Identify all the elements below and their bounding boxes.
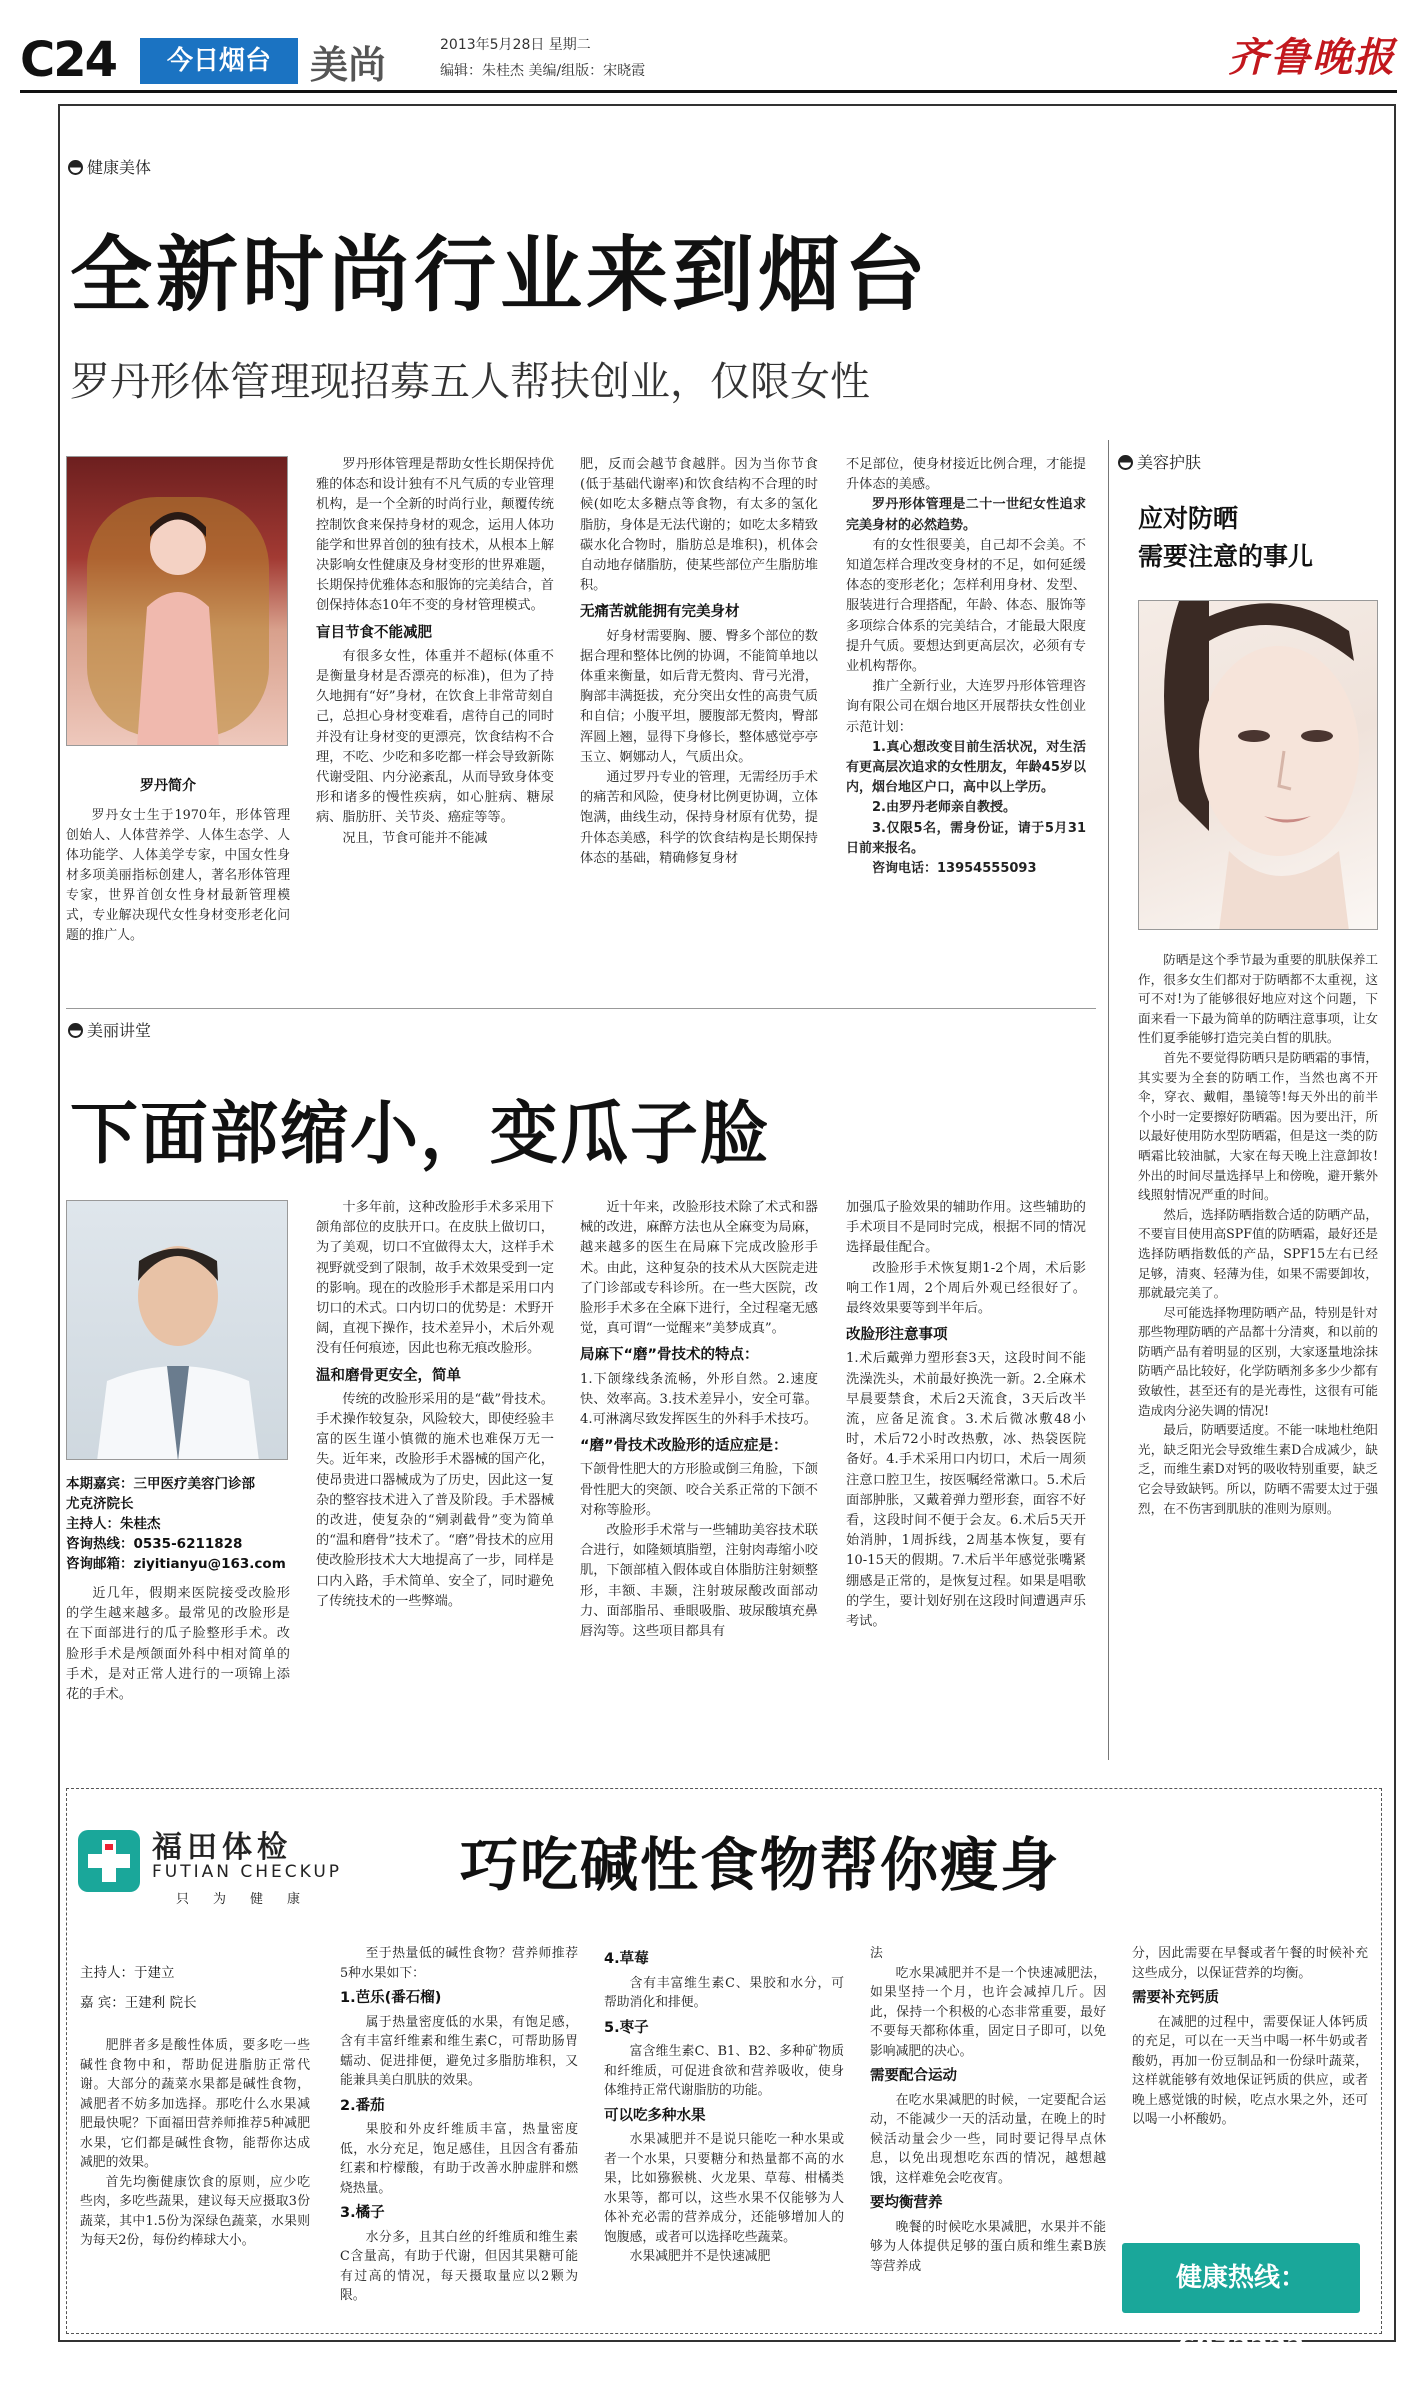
article1-column-2: [580, 455, 818, 995]
logo-en: FUTIAN CHECKUP: [152, 1862, 343, 1882]
highlight-paragraph: 1.真心想改变目前生活状况，对生活有更高层次追求的女性朋友，年龄45岁以内，烟台地区户口，高中以上学历。: [846, 739, 1086, 796]
tag-bullet-icon: [1118, 455, 1133, 470]
article1-subtitle: 罗丹形体管理现招募五人帮扶创业，仅限女性: [70, 359, 870, 405]
photo-director: [66, 1200, 288, 1460]
article3-column-1: [316, 1198, 554, 1758]
subheading: 要均衡营养: [870, 2195, 943, 2211]
subheading: 盲目节食不能减肥: [316, 624, 432, 641]
paragraph: 属于热量密度低的水果，有饱足感，含有丰富纤维素和维生素C，可帮助肠胃蠕动、促进排便，避免过多脂肪堆积，又能兼具美白肌肤的效果。: [340, 2014, 578, 2088]
paragraph: 有的女性很要美，自己却不会美。不知道怎样合理改变身材的不足，如何延缓体态的变形老化；怎样利用身材、发型、服装进行合理搭配，年龄、体态、服饰等多项综合体系的完美结合，才能最大限度提升气质。要想达到更高层次，必须有专业机构帮你。: [846, 537, 1086, 675]
newspaper-logo: 齐鲁晚报: [1228, 34, 1396, 81]
paragraph: 尽可能选择物理防晒产品，特别是针对那些物理防晒的产品都十分清爽，和以前的防晒产品有着明显的区别，大家逐量地涂抹防晒产品比较好，化学防晒剂多多少少都有致敏性，甚至还有的是光毒性，这很有可能造成肉分泌失调的情况!: [1138, 1304, 1378, 1418]
article4-column-2: [340, 1944, 578, 2328]
article3-column-3: [846, 1198, 1086, 1758]
issue-date: 2013年5月28日 星期二: [440, 37, 591, 53]
article4-column-5: [1132, 1944, 1368, 2234]
editor-credits: 编辑：朱桂杰 美编/组版：宋晓霞: [440, 63, 646, 79]
paragraph: 水果减肥并不是快速减肥: [629, 2249, 771, 2264]
subheading: 无痛苦就能拥有完美身材: [580, 604, 740, 621]
health-hotline: 健康热线：6872222: [1122, 2243, 1360, 2313]
article1-column-3: [846, 455, 1086, 995]
paragraph: 通过罗丹专业的管理，无需经历手术的痛苦和风险，使身材比例更协调，立体饱满，曲线生动，保持身材原有优势，提升体态美感，科学的饮食结构是长期保持体态的基础，精确修复身材: [580, 770, 818, 866]
page-header: [0, 22, 1417, 86]
article2-title: 应对防晒 需要注意的事儿: [1138, 504, 1314, 571]
subheading: “磨”骨技术改脸形的适应症是：: [580, 1438, 788, 1455]
paragraph: 加强瓜子脸效果的辅助作用。这些辅助的手术项目不是同时完成，根据不同的情况选择最佳配合。: [846, 1200, 1086, 1256]
article3-column-2: [580, 1198, 818, 1758]
photo-skincare-model: [1138, 600, 1378, 930]
section-badge: 今日烟台: [140, 38, 298, 84]
paragraph: 法: [870, 1946, 883, 1961]
paragraph: 最后，防晒要适度。不能一味地杜绝阳光，缺乏阳光会导致维生素D合成减少，缺乏，而维生素D对钙的吸收特别重要，缺乏它会导致缺钙。所以，防晒不需要太过于强烈，在不伤害到肌肤的准则为原则。: [1138, 1422, 1378, 1516]
paragraph: 十多年前，这种改脸形手术多采用下颌角部位的皮肤开口。在皮肤上做切口，为了美观，切口不宜做得太大，这样手术视野就受到了限制，故手术效果受到一定的影响。现在的改脸形手术都是采用口内切口的术式。口内切口的优势是：术野开阔，直视下操作，技术差异小，术后外观没有任何痕迹，因此也称无痕改脸形。: [316, 1200, 554, 1357]
article2-body: [1138, 950, 1378, 1750]
paragraph: 肥，反而会越节食越胖。因为当你节食(低于基础代谢率)和饮食结构不合理的时候(如吃太多糖点等食物，有太多的氢化脂肪，身体是无法代谢的；如吃太多精致碳水化合物时，脂肪总是堆积)，机体会自动地存储脂肪，使某些部位产生脂肪堆积。: [580, 457, 818, 594]
tag-skincare: 美容护肤: [1118, 450, 1201, 473]
photo-luodan: [66, 456, 288, 746]
subheading: 1.芭乐(番石榴): [340, 1990, 442, 2006]
face-image: [1139, 601, 1378, 930]
paragraph: 罗丹形体管理是帮助女性长期保持优雅的体态和设计独有不凡气质的专业管理机构，是一个全新的时尚行业，颠覆传统控制饮食来保持身材的观念，运用人体功能学和世界首创的独有技术，从根本上解决影响女性健康及身材变形的世界难题，长期保持优雅体态和服饰的完美结合，首创保持体态10年不变的身材管理模式。: [316, 457, 554, 614]
highlight-paragraph: 2.由罗丹老师亲自教授。: [872, 800, 1016, 816]
article3-title: 下面部缩小，变瓜子脸: [70, 1095, 771, 1174]
paragraph: 在吃水果减肥的时候，一定要配合运动，不能减少一天的活动量，在晚上的时候活动量会少一些，同时要记得早点休息，以免出现想吃东西的情况，越想越饿，这样难免会吃夜宵。: [870, 2092, 1106, 2186]
page-number: C24: [20, 32, 117, 88]
paragraph: 吃水果减肥并不是一个快速减肥法，如果坚持一个月，也许会减掉几斤。因此，保持一个积极的心态非常重要，最好不要每天都称体重，固定日子即可，以免影响减肥的决心。: [870, 1965, 1106, 2059]
paragraph: 有很多女性，体重并不超标(体重不是衡量身材是否漂亮的标准)，但为了持久地拥有“好”身材，在饮食上非常苛刻自己，总担心身材变难看，虐待自己的同时并没有让身材变的更漂亮，饮食结构不合理，不吃、少吃和多吃都一样会导致新陈代谢受阻、内分泌紊乱，从而导致身体变形和诸多的慢性疾病，如心脏病、糖尿病、脂肪肝、关节炎、癌症等等。: [316, 648, 554, 826]
paragraph: 不足部位，使身材接近比例合理，才能提升体态的美感。: [846, 457, 1086, 493]
tag-beauty-class: 美丽讲堂: [68, 1018, 151, 1041]
paragraph: 近十年来，改脸形技术除了术式和器械的改进，麻醉方法也从全麻变为局麻，越来越多的医生在局麻下完成改脸形手术。由此，这种复杂的技术从大医院走进了门诊部或专科诊所。在一些大医院，改脸形手术多在全麻下进行，全过程毫无感觉，真可谓“一觉醒来”美梦成真”。: [580, 1200, 818, 1337]
paragraph: 防晒是这个季节最为重要的肌肤保养工作，很多女生们都对于防晒都不太重视，这可不对!为了能够很好地应对这个问题，下面来看一下最为简单的防晒注意事项，让女性们夏季能够打造完美白皙的肌肤。: [1138, 952, 1378, 1046]
paragraph: 肥胖者多是酸性体质，要多吃一些碱性食物中和，帮助促进脂肪正常代谢。大部分的蔬菜水果都是碱性食物，减肥者不妨多加选择。那吃什么水果减肥最快呢？下面福田营养师推荐5种减肥水果，它们都是碱性食物，能帮你达成减肥的效果。: [80, 2038, 310, 2170]
column-divider: [1108, 440, 1109, 1760]
logo-slogan: 只为健康: [176, 1892, 325, 1907]
paragraph: 晚餐的时候吃水果减肥，水果并不能够为人体提供足够的蛋白质和维生素B族等营养成: [870, 2219, 1106, 2274]
category-label: 美尚: [310, 43, 387, 87]
subheading: 5.枣子: [604, 2019, 649, 2036]
highlight-paragraph: 咨询电话：13954555093: [872, 861, 1037, 877]
paragraph: 然后，选择防晒指数合适的防晒产品，不要盲目使用高SPF值的防晒霜，最好还是选择防晒指数低的产品，SPF15左右已经足够，清爽、轻薄为佳，如果不需要卸妆，那就最完美了。: [1138, 1206, 1378, 1301]
article4-credits: 主持人：于建立 嘉 宾：王建利 院长: [80, 1965, 197, 2011]
cross-logo-icon: [78, 1830, 140, 1892]
paragraph: 果胶和外皮纤维质丰富，热量密度低，水分充足，饱足感佳，且因含有番茄红素和柠檬酸，有助于改善水肿虚胖和燃烧热量。: [340, 2122, 578, 2196]
tag-bullet-icon: [68, 160, 83, 175]
paragraph: 水分多，且其白丝的纤维质和维生素C含量高，有助于代谢，但因其果糖可能有过高的情况，每天摄取量应以2颗为限。: [340, 2229, 578, 2303]
article3-intro: 近几年，假期来医院接受改脸形的学生越来越多。最常见的改脸形是在下面部进行的瓜子脸整形手术。改脸形手术是颅颌面外科中相对简单的手术，是对正常人进行的一项锦上添花的手术。: [66, 1586, 290, 1703]
paragraph: 况且，节食可能并不能减: [342, 830, 488, 846]
paragraph: 1.术后戴弹力塑形套3天，这段时间不能洗澡洗头，术前最好换洗一新。2.全麻术早晨要禁食，术后2天流食，3天后改半流，应备足流食。3.术后微冰敷48小时，术后72小时改热敷，冰、热袋医院备好。4.手术采用口内切口，术后一周须注意口腔卫生，按医嘱经常漱口。5.术后面部肿胀，又戴着弹力塑形套，面容不好看，这段时间不便于会友。6.术后5天开始消肿，1周拆线，2周基本恢复，要有10-15天的假期。7.术后半年感觉张嘴紧绷感是正常的，是恢复过程。如果是唱歌的学生，要计划好别在这段时间遭遇声乐考试。: [846, 1351, 1086, 1630]
paragraph: 改脸形手术恢复期1-2个周，术后影响工作1周，2个周后外观已经很好了。最终效果要等到半年后。: [846, 1260, 1086, 1317]
paragraph: 1.下颌缘线条流畅，外形自然。2.速度快、效率高。3.技术差异小，安全可靠。4.可淋漓尽致发挥医生的外科手术技巧。: [580, 1371, 818, 1428]
article1-column-1: [316, 455, 554, 995]
paragraph: 首先均衡健康饮食的原则，应少吃些肉，多吃些蔬果，建议每天应摄取3份蔬菜，其中1.5份为深绿色蔬菜，水果则为每天2份，每份约棒球大小。: [80, 2174, 310, 2248]
paragraph: 分，因此需要在早餐或者午餐的时候补充这些成分，以保证营养的均衡。: [1132, 1946, 1368, 1981]
paragraph: 好身材需要胸、腰、臀多个部位的数据合理和整体比例的协调，不能简单地以体重来衡量，如后背无赘肉、背弓光滑，胸部丰满挺拔，充分突出女性的高贵气质和自信；小腹平坦，腰腹部无赘肉，臀部浑圆上翘，显得下身修长，整体感觉亭亭玉立、婀娜动人，气质出众。: [580, 628, 818, 765]
subheading: 3.橘子: [340, 2205, 385, 2221]
header-rule: [20, 90, 1397, 93]
article4-column-1: [80, 2036, 310, 2326]
section-rule: [66, 1008, 1096, 1009]
paragraph: 推广全新行业，大连罗丹形体管理咨询有限公司在烟台地区开展帮扶女性创业示范计划：: [846, 679, 1086, 735]
portrait-image: [67, 1201, 288, 1460]
article4-column-3: [604, 1944, 844, 2328]
paragraph: 在减肥的过程中，需要保证人体钙质的充足，可以在一天当中喝一杯牛奶或者酸奶，再加一份豆制品和一份绿叶蔬菜，这样就能够有效地保证钙质的供应，或者晚上感觉饿的时候，吃点水果之外，还可以喝一小杯酸奶。: [1132, 2014, 1368, 2127]
highlight-paragraph: 3.仅限5名，需身份证，请于5月31日前来报名。: [846, 820, 1086, 856]
paragraph: 水果减肥并不是说只能吃一种水果或者一个水果，只要糖分和热量都不高的水果，比如猕猴桃、火龙果、草莓、柑橘类水果等，都可以，这些水果不仅能够为人体补充必需的营养成分，还能够增加人的饱腹感，或者可以选择吃些蔬菜。: [604, 2132, 844, 2245]
subheading: 需要补充钙质: [1132, 1990, 1219, 2006]
paragraph: 含有丰富维生素C、果胶和水分，可帮助消化和排便。: [604, 1975, 844, 2010]
subheading: 局麻下“磨”骨技术的特点：: [580, 1347, 759, 1364]
paragraph: 富含维生素C、B1、B2、多种矿物质和纤维质，可促进食欲和营养吸收，使身体维持正常代谢脂肪的功能。: [604, 2044, 844, 2098]
paragraph: 首先不要觉得防晒只是防晒霜的事情，其实要为全套的防晒工作，当然也离不开伞，穿衣、戴帽，墨镜等!每天外出的前半个小时一定要擦好防晒霜。因为要出汗，所以最好使用防水型防晒霜，但是这一类的防晒霜比较油腻，大家在每天晚上注意卸妆!外出的时间尽量选择早上和傍晚，避开紫外线照射情况严重的时间。: [1138, 1049, 1378, 1203]
subheading: 2.番茄: [340, 2097, 385, 2114]
article4-column-4: [870, 1944, 1106, 2328]
paragraph: 改脸形手术常与一些辅助美容技术联合进行，如隆颏填脂塑，注射肉毒缩小咬肌，下颌部植入假体或自体脂肪注射颏整形，丰额、丰颞，注射玻尿酸改面部动力、面部脂吊、垂眼吸脂、玻尿酸填充鼻唇沟等。这些项目都具有: [580, 1523, 818, 1640]
paragraph: 下颌骨性肥大的方形脸或倒三角脸，下颌骨性肥大的突颌、咬合关系正常的下颌不对称等脸形。: [580, 1462, 818, 1518]
paragraph: 至于热量低的碱性食物？营养师推荐5种水果如下：: [340, 1946, 578, 1981]
tag-bullet-icon: [68, 1023, 83, 1038]
paragraph: 传统的改脸形采用的是“截”骨技术。手术操作较复杂，风险较大，即使经验丰富的医生谨小慎微的施术也难保万无一失。近年来，改脸形手术器械的国产化，使昂贵进口器械成为了历史，因此这一复杂的整容技术进入了普及阶段。手术器械的改进，使复杂的“剜剥截骨”变为简单的“温和磨骨”技术了。“磨”骨技术的应用使改脸形技术大大地提高了一步，同样是口内入路，手术简单、安全了，同时避免了传统技术的一些弊端。: [316, 1391, 554, 1609]
caption-luodan: 罗丹女士生于1970年，形体管理创始人、人体营养学、人体生态学、人体功能学、人体美学专家，中国女性身材多项美丽指标创建人，著名形体管理专家，世界首创女性身材最新管理模式，专业解决现代女性身材变形老化问题的推广人。: [66, 808, 290, 943]
highlight-paragraph: 罗丹形体管理是二十一世纪女性追求完美身材的必然趋势。: [846, 497, 1086, 533]
portrait-image: [67, 457, 288, 746]
subheading: 温和磨骨更安全，简单: [316, 1367, 461, 1384]
subheading: 可以吃多种水果: [604, 2107, 706, 2124]
article1-title: 全新时尚行业来到烟台: [70, 228, 931, 323]
caption-title: 罗丹简介: [140, 778, 196, 794]
logo-cn: 福田体检: [152, 1830, 292, 1865]
article3-caption: 本期嘉宾：三甲医疗美容门诊部 尤克济院长 主持人：朱桂杰 咨询热线：0535-6211828 咨询邮箱：ziyitianyu@163.com: [66, 1476, 286, 1572]
subheading: 改脸形注意事项: [846, 1327, 948, 1344]
subheading: 需要配合运动: [870, 2068, 957, 2084]
article4-title: 巧吃碱性食物帮你瘦身: [460, 1831, 1061, 1899]
tag-health-beauty: 健康美体: [68, 155, 151, 178]
subheading: 4.草莓: [604, 1951, 649, 1967]
